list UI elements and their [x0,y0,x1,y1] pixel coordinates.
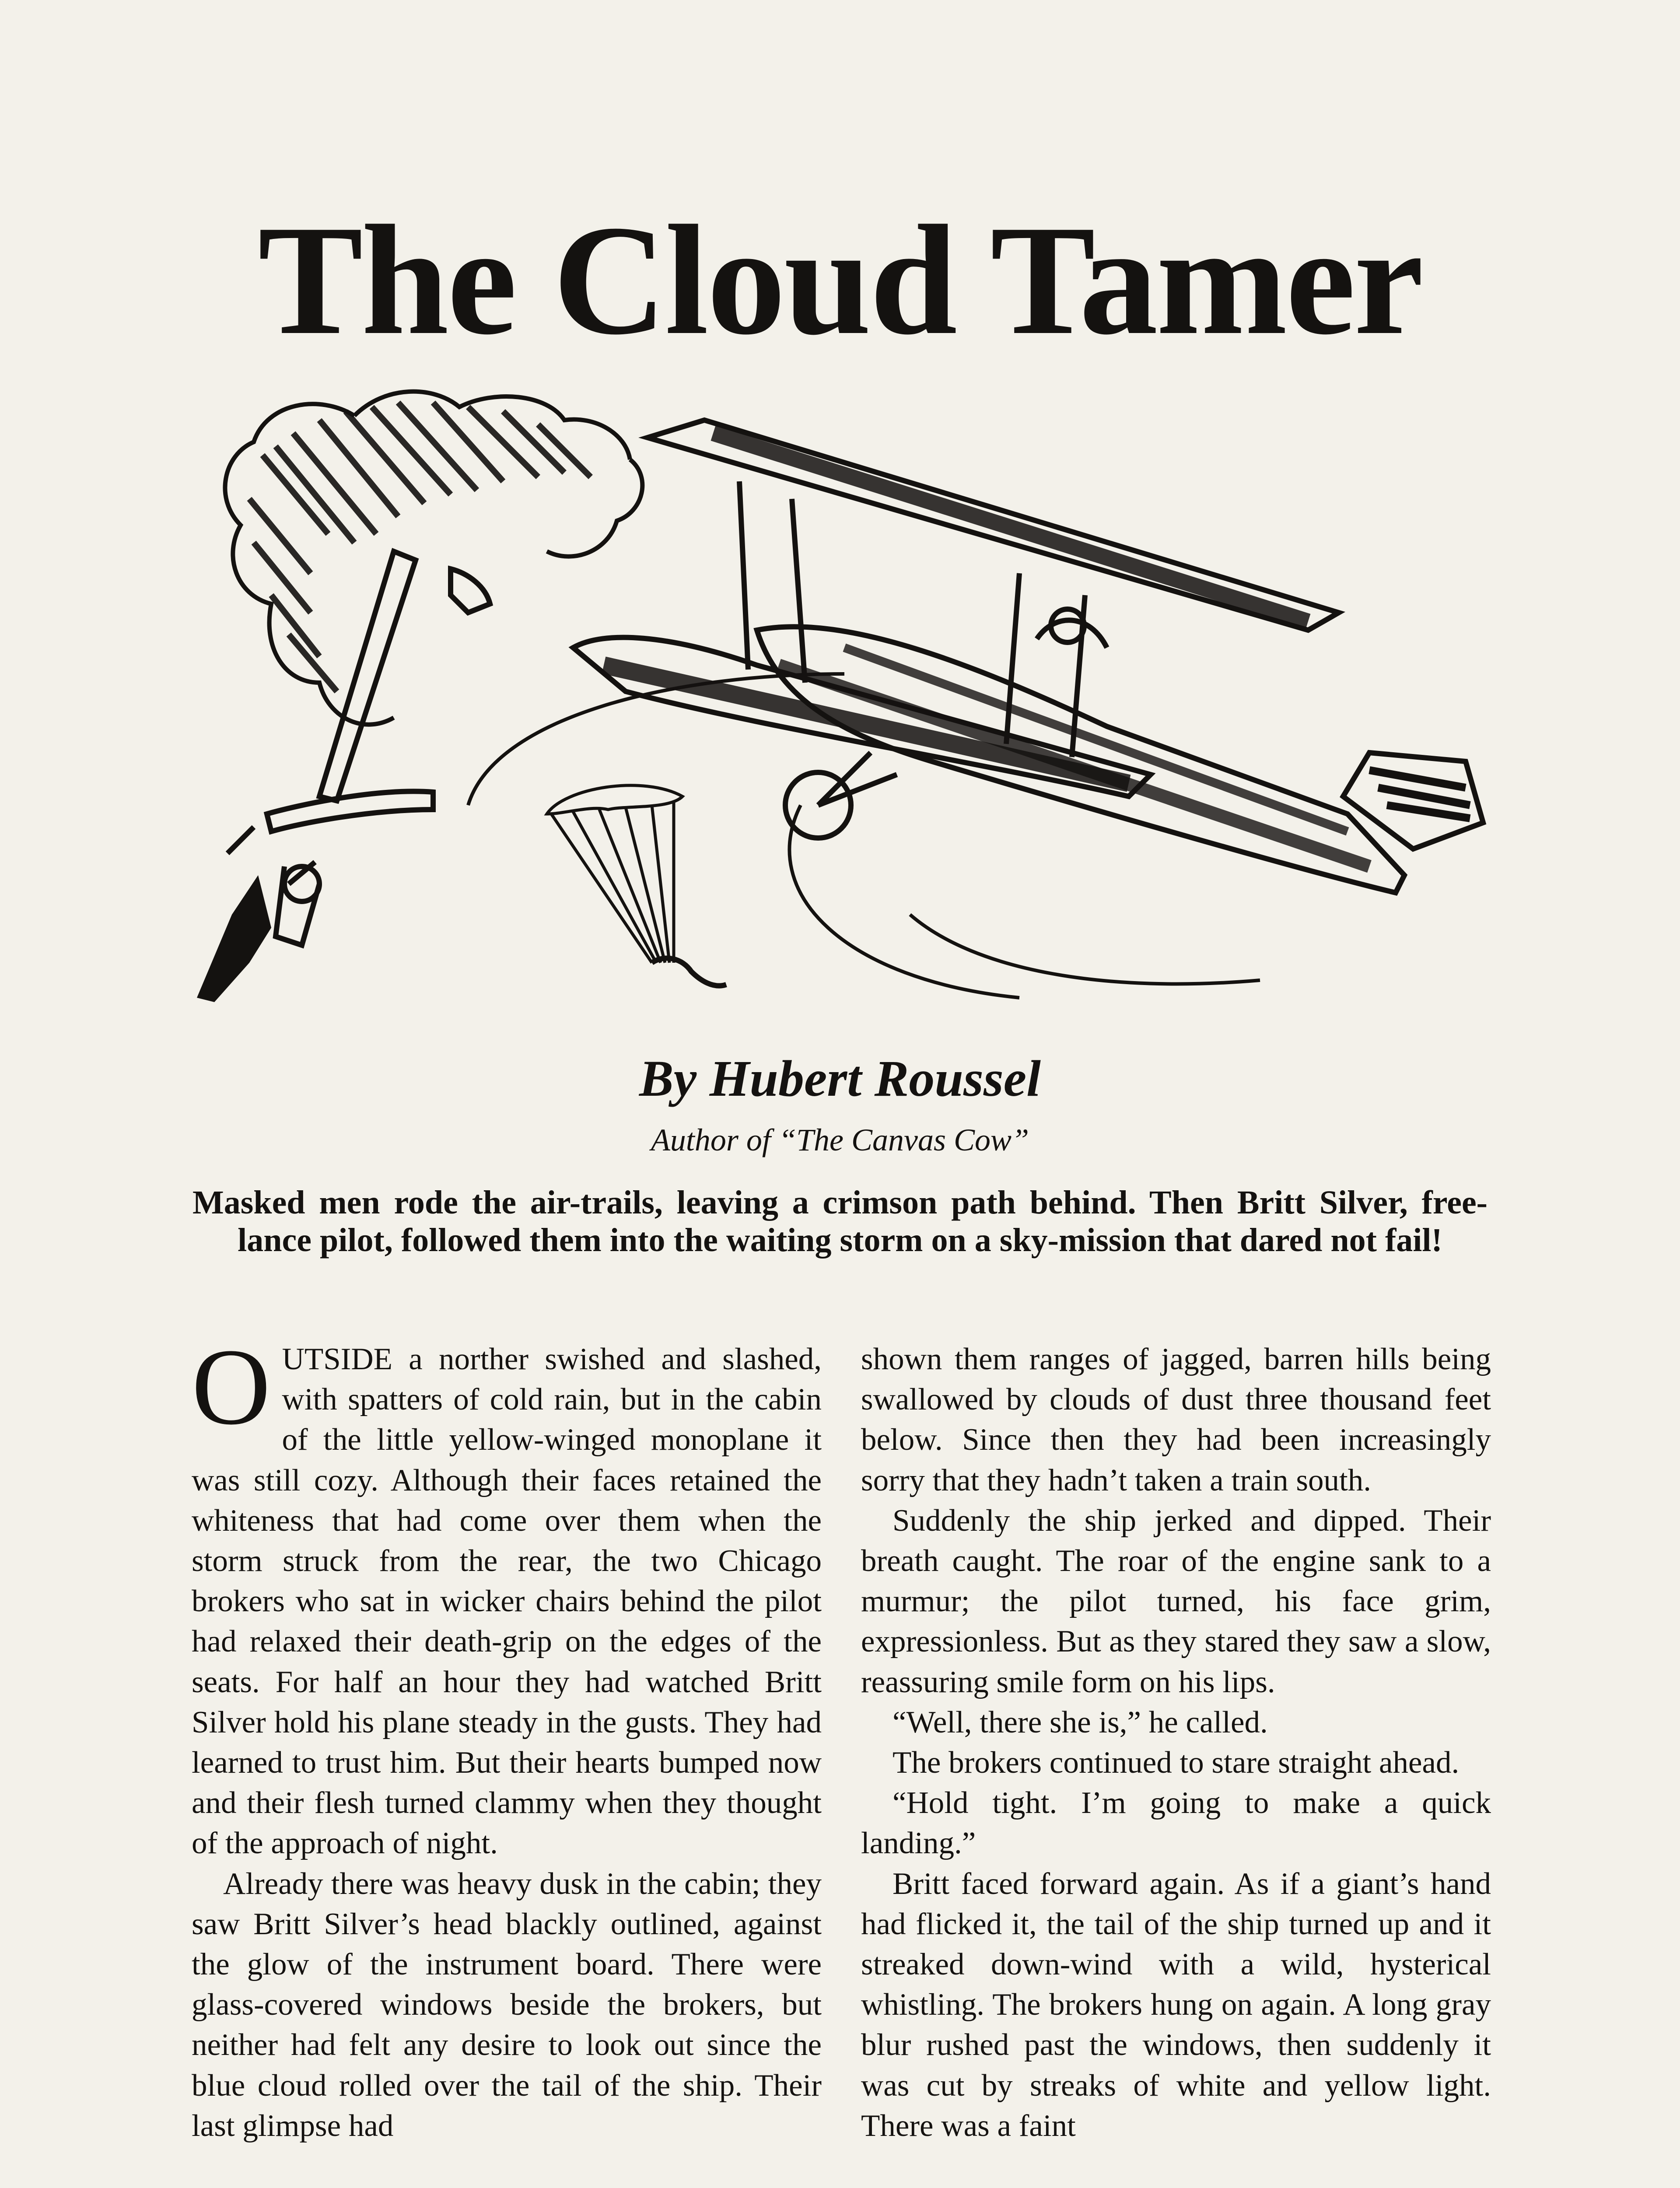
opening-paragraph-text: UTSIDE a norther swished and slashed, with spatters of cold rain, but in the cabin of the little yellow-winged monoplane it was still cozy. Although their faces retained the whiteness that had come over them when the storm struck from the rear, the two Chicago brokers who sat in wicker chairs behind the pilot had relaxed their death-grip on the edges of the seats. For half an hour they had watched Britt Silver hold his plane steady in the gusts. They had learned to trust him. But their hearts bumped now and their flesh turned clammy when they thought of the approach of night. [192,1342,822,1861]
biplane-crash-illustration [188,368,1505,1024]
right-column [861,1339,1491,2146]
falling-monoplane [228,551,490,945]
author-note: Author of “The Canvas Cow” [651,1122,1029,1157]
biplane [573,420,1483,893]
paragraph: Britt faced forward again. As if a giant’s hand had flicked it, the tail of the ship turned up and it streaked down-wind with a wild, hysterical whistling. The brokers hung on again. A long gray blur rushed past the windows, then suddenly it was cut by streaks of white and yellow light. There was a faint [861,1866,1491,2143]
paragraph: The brokers continued to stare straight ahead. [892,1746,1460,1780]
article-title: The Cloud Tamer [258,193,1422,367]
article-blurb: Masked men rode the air-trails, leaving a crimson path behind. Then Britt Silver, free-lance pilot, followed them into the waiting storm on a sky-mission that dared not fail! [192,1184,1488,1259]
ground-silhouette [197,875,271,1002]
byline: By Hubert Roussel [639,1050,1041,1107]
paragraph: “Hold tight. I’m going to make a quick landing.” [861,1786,1491,1861]
paragraph: Already there was heavy dusk in the cabin; they saw Britt Silver’s head blackly outlined, against the glow of the instrument board. There were glass-covered windows beside the brokers, but neither had felt any desire to look out since the blue cloud rolled over the tail of the ship. Their last glimpse had [192,1866,822,2143]
drop-cap: O [192,1326,271,1448]
left-column [192,1326,822,2146]
smoke-hatching [249,403,591,691]
paragraph: Suddenly the ship jerked and dipped. Their breath caught. The roar of the engine sank to a murmur; the pilot turned, his face grim, expressionless. But as they stared they saw a slow, reassuring smile form on his lips. [861,1503,1491,1699]
paragraph: shown them ranges of jagged, barren hills being swallowed by clouds of dust three thousand feet below. Since then they had been increasingly sorry that they hadn’t taken a train south. [861,1342,1491,1497]
opening-paragraph [192,1326,822,1864]
parachute [547,785,726,986]
paragraph: “Well, there she is,” he called. [892,1705,1268,1739]
